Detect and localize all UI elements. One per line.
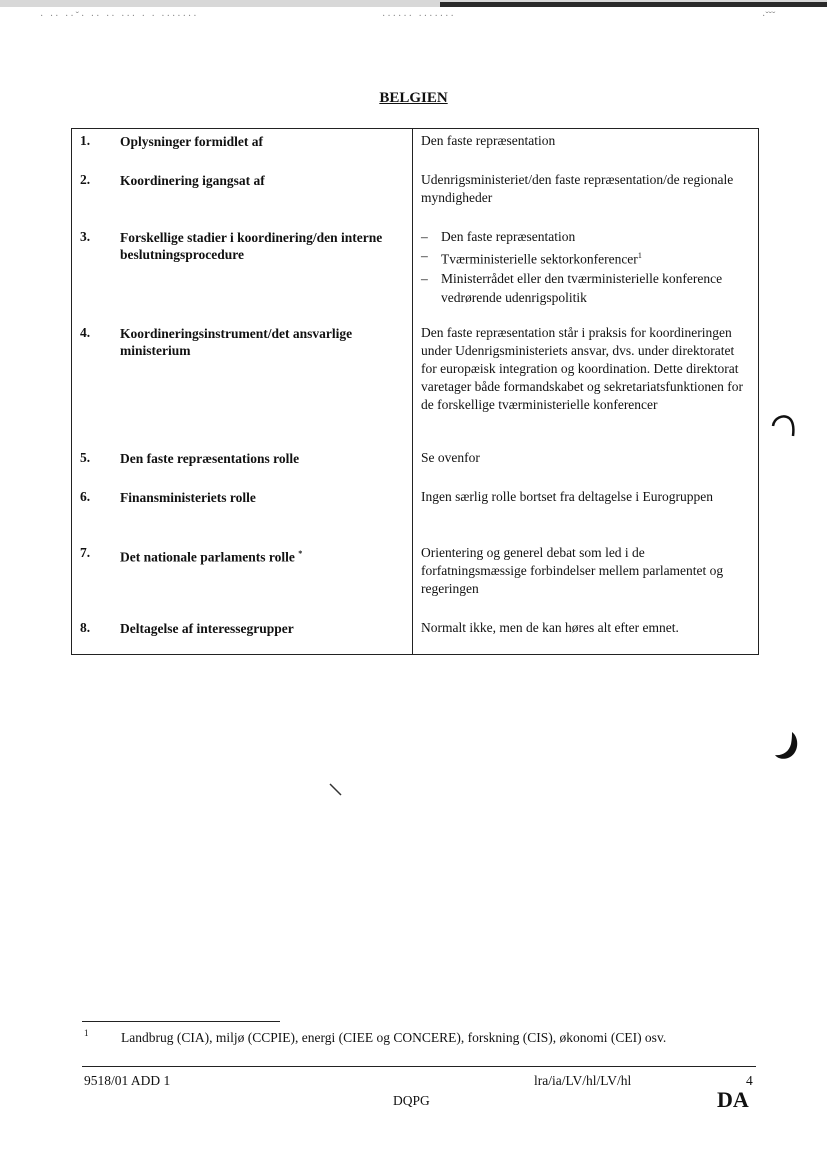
scan-mark-hole-punch [772,730,802,762]
scan-mark-hole-punch [768,412,798,440]
footnote-reference: 1 [637,251,642,260]
directorate-code: DQPG [393,1093,430,1108]
row-3-number: 3. [80,229,91,244]
footer-rule [82,1066,756,1067]
row-2-label: Koordinering igangsat af [120,173,265,188]
row-4-label: Koordineringsinstrument/det ansvarlige ministerium [120,326,353,358]
row-1-label: Oplysninger formidlet af [120,134,263,149]
row-4-value: Den faste repræsentation står i praksis for koordineringen under Udenrigsministeriets ansvar, dvs. under direktoratet for europæisk integration og koordination. Dette direktorat varetager både formandskabet og sekretariatsfunktionen for de forskellige tværministerielle konferencer [421,325,743,412]
document-reference: 9518/01 ADD 1 [84,1073,171,1088]
author-initials: lra/ia/LV/hl/LV/hl [534,1073,632,1088]
row-6-label: Finansministeriets rolle [120,490,256,505]
row-8-value: Normalt ikke, men de kan høres alt efter emnet. [421,620,679,635]
footnote-text: Landbrug (CIA), miljø (CCPIE), energi (CIEE og CONCERE), forskning (CIS), økonomi (CEI) osv. [121,1030,667,1045]
table-column-divider [412,128,413,655]
row-6-value: Ingen særlig rolle bortset fra deltagelse i Eurogruppen [421,489,714,504]
footnote-rule [82,1021,280,1022]
row-8-number: 8. [80,620,91,635]
fax-header-left-text: · ·· ··ˇ· ·· ·· ··· · · ······· [40,11,199,22]
row-5-number: 5. [80,450,91,465]
footnote-mark: 1 [84,1028,89,1038]
row-7-number: 7. [80,545,91,560]
page-title: BELGIEN [379,90,448,106]
language-code: DA [717,1087,749,1112]
row-1-number: 1. [80,133,91,148]
row-3-stage-list [421,227,751,307]
row-2-number: 2. [80,172,91,187]
row-3-label: Forskellige stadier i koordinering/den interne beslutningsprocedure [120,230,383,262]
label-mark: * [298,549,303,558]
row-3-stage-item: – Tværministerielle sektorkonferencer$^1$ [421,246,751,269]
fax-header-middle-text: ······ ······· [382,11,456,22]
page-number: 4 [746,1073,753,1088]
row-8-label: Deltagelse af interessegrupper [120,621,294,636]
scan-mark-stroke [328,782,344,798]
fax-header-bar-dark [440,2,827,7]
row-3-value [421,227,751,307]
row-2-value: Udenrigsministeriet/den faste repræsentation/de regionale myndigheder [421,172,734,205]
row-7-value: Orientering og generel debat som led i de forfatningsmæssige forbindelser mellem parlamentet og regeringen [421,545,724,596]
row-6-number: 6. [80,489,91,504]
row-4-number: 4. [80,325,91,340]
row-5-value: Se ovenfor [421,450,480,465]
row-3-stage-item: – Ministerrådet eller den tværministerielle konference vedrørende udenrigspolitik [421,269,751,307]
fax-header-right-text: ·ˇˇˇ [762,11,776,22]
row-1-value: Den faste repræsentation [421,133,556,148]
row-7-label: Det nationale parlaments rolle * [120,549,303,565]
row-3-stage-item: – Den faste repræsentation [421,227,751,246]
row-5-label: Den faste repræsentations rolle [120,451,300,466]
